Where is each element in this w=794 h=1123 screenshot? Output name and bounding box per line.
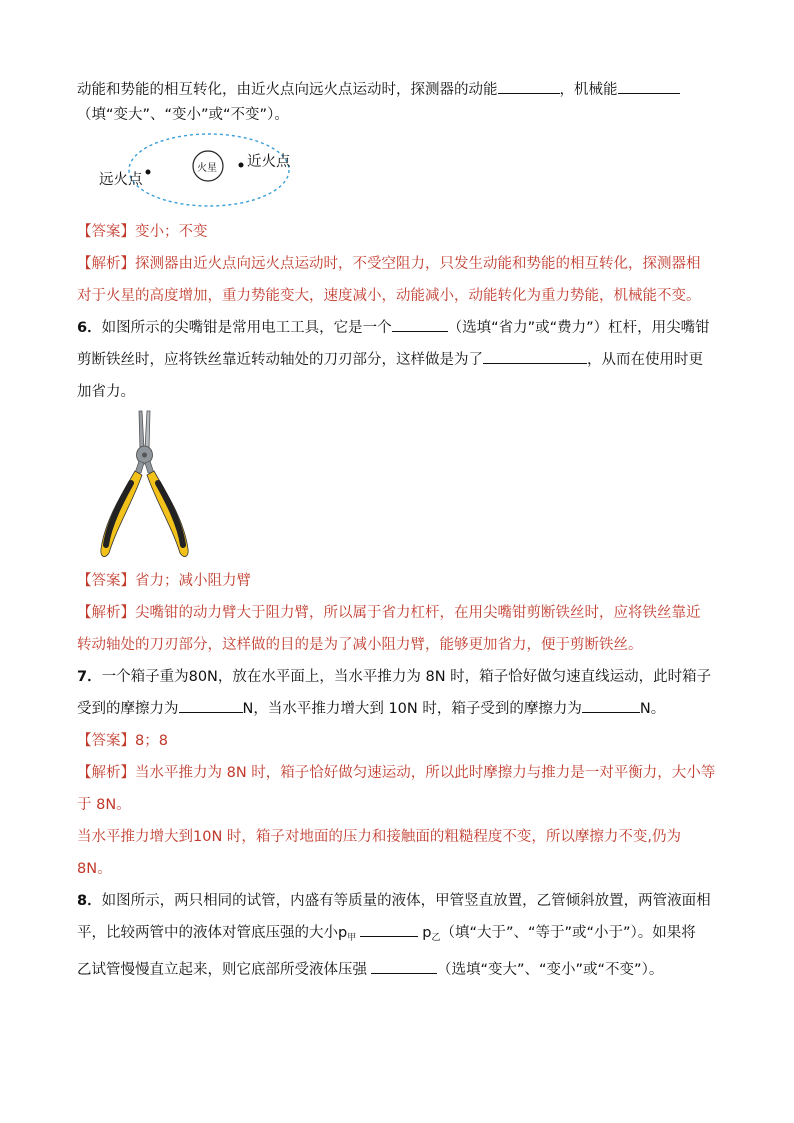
q5-line-1: 动能和势能的相互转化，由近火点向远火点运动时，探测器的动能 ，机械能 [77, 78, 717, 103]
q8-line-2: 平，比较两管中的液体对管底压强的大小$p_甲$ $p_乙$（填“大于”、“等于”或“小于”）。如果将 [77, 921, 717, 951]
q6-line-1: 6．如图所示的尖嘴钳是常用电工工具，它是一个 （选填“省力”或“费力”）杠杆，用尖嘴钳 [77, 316, 717, 341]
q7-analysis-1: 【解析】当水平推力为 8N 时，箱子恰好做匀速运动，所以此时摩擦力与推力是一对平衡力，大小等 [77, 765, 716, 781]
q6-blank-purpose[interactable] [483, 349, 587, 364]
q6-line-2: 剪断铁丝时，应将铁丝靠近转动轴处的刀刃部分，这样做是为了 ，从而在使用时更 [77, 348, 717, 373]
q8-blank-pressure[interactable] [371, 959, 437, 974]
q7-analysis-4: 8N。 [77, 861, 112, 877]
document-page [77, 78, 717, 983]
q5-blank-mechanical[interactable] [618, 79, 680, 94]
q6-answer: 【答案】省力；减小阻力臂 [77, 573, 251, 589]
q7-analysis-2: 于 8N。 [77, 797, 131, 813]
q5-analysis-1: 【解析】探测器由近火点向远火点运动时，不受空阻力，只发生动能和势能的相互转化，探测器相 [77, 256, 701, 272]
q7-analysis-3: 当水平推力增大到10N 时，箱子对地面的压力和接触面的粗糙程度不变，所以摩擦力不变,仍为 [77, 829, 682, 845]
q6-analysis-1: 【解析】尖嘴钳的动力臂大于阻力臂，所以属于省力杠杆，在用尖嘴钳剪断铁丝时，应将铁丝靠近 [77, 605, 701, 621]
q7-line-2: 受到的摩擦力为 N，当水平推力增大到 10N 时，箱子受到的摩擦力为 N。 [77, 697, 717, 722]
orbit-figure [77, 130, 717, 218]
far-point-label: 远火点 [99, 172, 143, 188]
far-point-dot [146, 170, 151, 175]
q5-line-2: （填“变大”、“变小”或“不变”）。 [77, 107, 289, 123]
pliers-icon [95, 409, 195, 569]
q6-blank-lever-type[interactable] [392, 317, 448, 332]
q7-blank-friction-2[interactable] [582, 698, 640, 713]
near-point-label: 近火点 [247, 154, 291, 170]
q8-blank-compare[interactable] [360, 922, 418, 937]
q8-line-3: 乙试管慢慢直立起来，则它底部所受液体压强 （选填“变大”、“变小”或“不变”）。 [77, 958, 717, 983]
q7-line-1: 7．一个箱子重为80N，放在水平面上，当水平推力为 8N 时，箱子恰好做匀速直线运动，此时箱子 [77, 669, 712, 685]
q7-blank-friction-1[interactable] [179, 698, 243, 713]
mars-label: 火星 [197, 163, 217, 174]
q6-line-3: 加省力。 [77, 384, 135, 400]
q8-line-1: 8．如图所示，两只相同的试管，内盛有等质量的液体，甲管竖直放置，乙管倾斜放置，两管液面相 [77, 893, 711, 909]
pliers-figure [77, 409, 717, 569]
q7-answer: 【答案】8；8 [77, 733, 168, 749]
q5-answer: 【答案】变小；不变 [77, 224, 208, 240]
near-point-dot [239, 163, 244, 168]
q5-blank-kinetic[interactable] [498, 79, 560, 94]
q5-analysis-2: 对于火星的高度增加，重力势能变大，速度减小，动能减小，动能转化为重力势能，机械能不变。 [77, 288, 701, 304]
q6-analysis-2: 转动轴处的刀刃部分，这样做的目的是为了减小阻力臂，能够更加省力，便于剪断铁丝。 [77, 637, 643, 653]
